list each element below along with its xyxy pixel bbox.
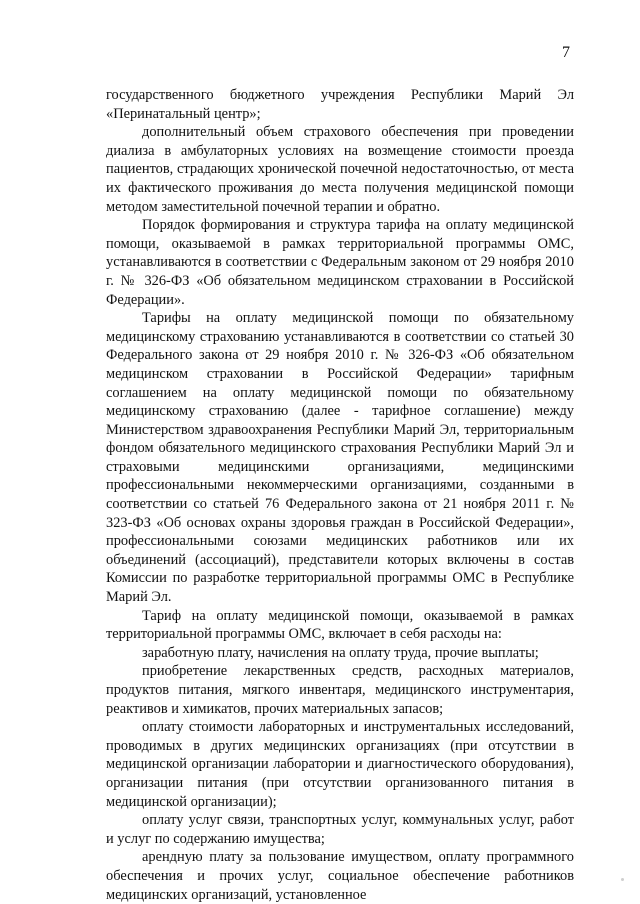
list-item-communication-utilities: оплату услуг связи, транспортных услуг, коммунальных услуг, работ и услуг по содержанию имущества; — [106, 812, 574, 847]
paragraph-tariff-structure: Порядок формирования и структура тарифа на оплату медицинской помощи, оказываемой в рамках территориальной программы ОМС, устанавливаются в соответствии с Федеральным законом от 29 ноября 2010 г. № 326-ФЗ «Об обязательном медицинском страховании в Российской Федерации». — [106, 217, 574, 308]
scan-speck — [621, 878, 624, 881]
list-item-wages: заработную плату, начисления на оплату труда, прочие выплаты; — [142, 644, 539, 661]
document-body — [106, 86, 574, 904]
page-number: 7 — [562, 44, 570, 61]
list-item-rent-software: арендную плату за пользование имуществом, оплату программного обеспечения и прочих услуг, социальное обеспечение работников медицинских организаций, установленное — [106, 849, 574, 903]
list-item-laboratory-nutrition: оплату стоимости лабораторных и инструментальных исследований, проводимых в других медицинских организациях (при отсутствии в медицинской организации лаборатории и диагностического оборудования), организации питания (при отсутствии организованного питания в медицинской организации); — [106, 719, 574, 810]
paragraph-dialysis-transport: дополнительный объем страхового обеспечения при проведении диализа в амбулаторных условиях на возмещение стоимости проезда пациентов, страдающих хронической почечной недостаточностью, от места их фактического проживания до места получения медицинской помощи методом заместительной почечной терапии и обратно. — [106, 124, 574, 215]
list-item-medicines-supplies: приобретение лекарственных средств, расходных материалов, продуктов питания, мягкого инвентаря, медицинского инструментария, реактивов и химикатов, прочих материальных запасов; — [106, 663, 574, 717]
paragraph-institution-continuation: государственного бюджетного учреждения Республики Марий Эл «Перинатальный центр»; — [106, 87, 574, 122]
paragraph-tariff-agreement: Тарифы на оплату медицинской помощи по обязательному медицинскому страхованию устанавливаются в соответствии со статьей 30 Федерального закона от 29 ноября 2010 г. № 326-ФЗ «Об обязательном медицинском страховании в Российской Федерации» тарифным соглашением на оплату медицинской помощи по обязательному медицинскому страхованию (далее - тарифное соглашение) между Министерством здравоохранения Республики Марий Эл, территориальным фондом обязательного медицинского страхования Республики Марий Эл и страховыми медицинскими организациями, медицинскими профессиональными некоммерческими организациями, созданными в соответствии со статьей 76 Федерального закона от 21 ноября 2011 г. № 323-ФЗ «Об основах охраны здоровья граждан в Российской Федерации», профессиональными союзами медицинских работников или их объединений (ассоциаций), представители которых включены в состав Комиссии по разработке территориальной программы ОМС в Республике Марий Эл. — [106, 310, 574, 606]
paragraph-tariff-expenses-intro: Тариф на оплату медицинской помощи, оказываемой в рамках территориальной программы ОМС, включает в себя расходы на: — [106, 607, 574, 643]
